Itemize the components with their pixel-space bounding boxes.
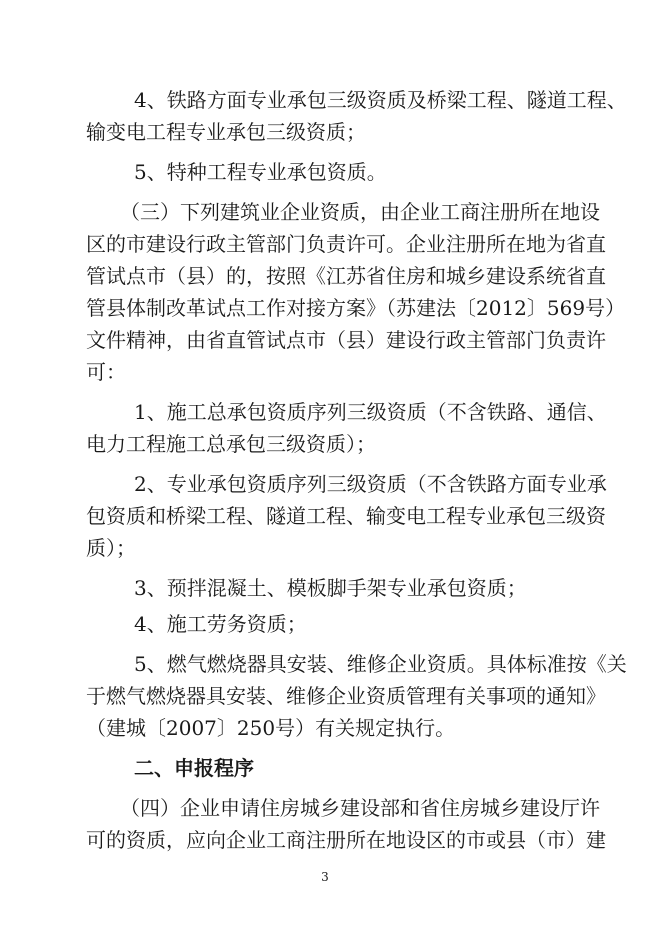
text-line: 4、铁路方面专业承包三级资质及桥梁工程、隧道工程、	[134, 88, 627, 112]
page-number: 3	[321, 870, 329, 884]
text-line: 于燃气燃烧器具安装、维修企业资质管理有关事项的通知》	[86, 684, 606, 708]
text-line: 质）；	[86, 536, 136, 560]
text-line: 4、施工劳务资质；	[134, 612, 307, 636]
text-line: 可的资质，应向企业工商注册所在地设区的市或县（市）建	[86, 828, 606, 852]
text-line: 5、特种工程专业承包资质。	[134, 160, 387, 184]
section-heading: 二、申报程序	[134, 756, 254, 780]
text-line: 2、专业承包资质序列三级资质（不含铁路方面专业承	[134, 472, 607, 496]
text-line: （三）下列建筑业企业资质，由企业工商注册所在地设	[120, 200, 600, 224]
text-line: 区的市建设行政主管部门负责许可。企业注册所在地为省直	[86, 232, 606, 256]
text-line: （四）企业申请住房城乡建设部和省住房城乡建设厅许	[120, 796, 600, 820]
text-line: 文件精神，由省直管试点市（县）建设行政主管部门负责许	[86, 328, 606, 352]
text-line: 包资质和桥梁工程、隧道工程、输变电工程专业承包三级资	[86, 504, 606, 528]
text-line: 管县体制改革试点工作对接方案》（苏建法〔2012〕569号）	[86, 296, 626, 320]
text-line: （建城〔2007〕250号）有关规定执行。	[86, 716, 456, 740]
text-line: 1、施工总承包资质序列三级资质（不含铁路、通信、	[134, 400, 607, 424]
text-line: 可：	[86, 360, 126, 384]
text-line: 输变电工程专业承包三级资质；	[86, 120, 366, 144]
text-line: 5、燃气燃烧器具安装、维修企业资质。具体标准按《关	[134, 652, 627, 676]
text-line: 电力工程施工总承包三级资质）；	[86, 432, 376, 456]
text-line: 管试点市（县）的，按照《江苏省住房和城乡建设系统省直	[86, 264, 606, 288]
text-line: 3、预拌混凝土、模板脚手架专业承包资质；	[134, 576, 527, 600]
